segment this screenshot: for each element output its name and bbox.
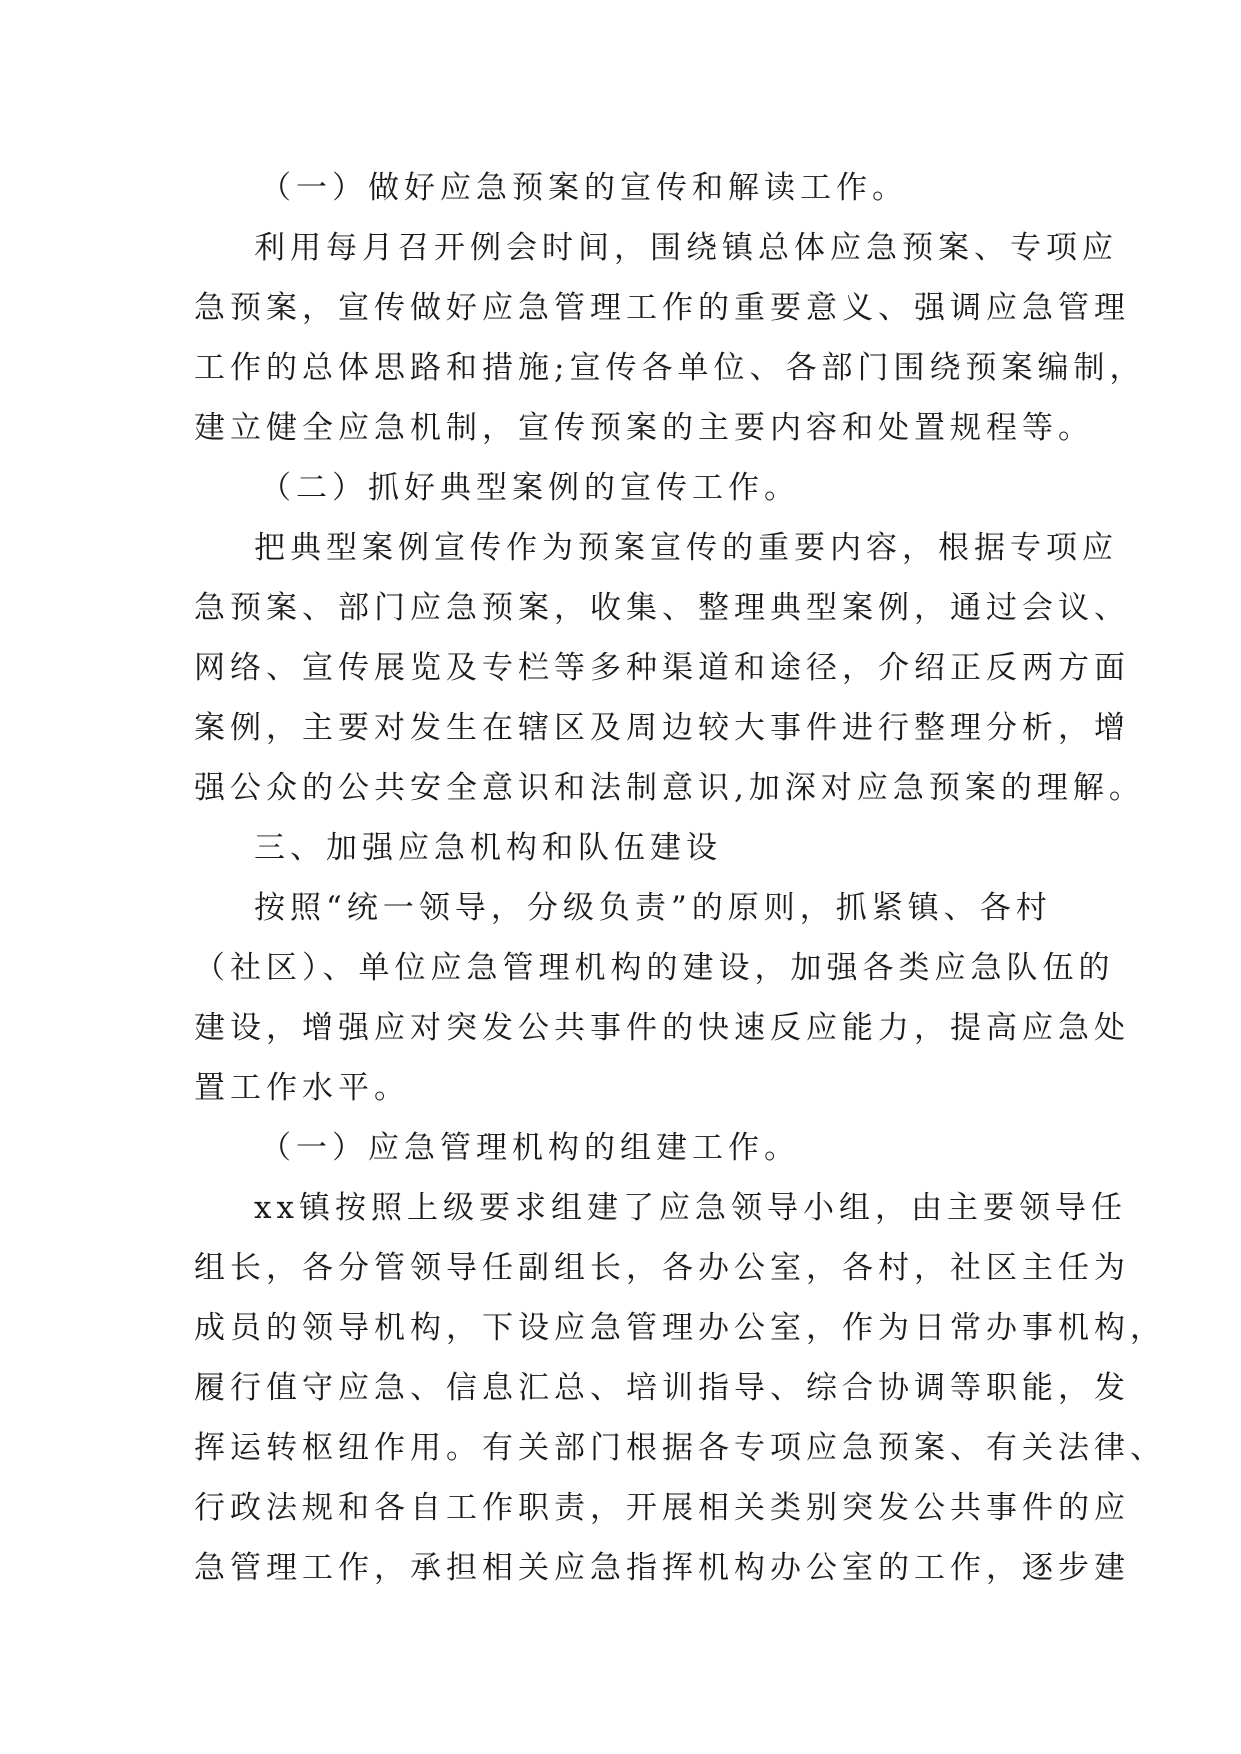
paragraph-line: 工作的总体思路和措施;宣传各单位、各部门围绕预案编制，: [194, 350, 1146, 386]
paragraph-line: 急预案、部门应急预案，收集、整理典型案例，通过会议、: [194, 590, 1130, 626]
paragraph-line: 行政法规和各自工作职责，开展相关类别突发公共事件的应: [194, 1490, 1130, 1526]
section-heading-4: （一）应急管理机构的组建工作。: [260, 1130, 800, 1166]
paragraph-line: 履行值守应急、信息汇总、培训指导、综合协调等职能，发: [194, 1370, 1130, 1406]
paragraph-line: xx镇按照上级要求组建了应急领导小组，由主要领导任: [254, 1190, 1127, 1226]
paragraph-line: 急管理工作，承担相关应急指挥机构办公室的工作，逐步建: [194, 1550, 1130, 1586]
paragraph-line: 成员的领导机构，下设应急管理办公室，作为日常办事机构，: [194, 1310, 1166, 1346]
paragraph-line: 案例，主要对发生在辖区及周边较大事件进行整理分析，增: [194, 710, 1130, 746]
document-body: [194, 158, 1166, 1598]
paragraph-line: 置工作水平。: [194, 1070, 410, 1106]
paragraph-line: 挥运转枢纽作用。有关部门根据各专项应急预案、有关法律、: [194, 1430, 1166, 1466]
section-heading-1: （一）做好应急预案的宣传和解读工作。: [260, 170, 908, 206]
paragraph-line: 按照“统一领导，分级负责”的原则，抓紧镇、各村: [254, 890, 1052, 926]
paragraph-line: 网络、宣传展览及专栏等多种渠道和途径，介绍正反两方面: [194, 650, 1130, 686]
paragraph-line: 建设，增强应对突发公共事件的快速反应能力，提高应急处: [194, 1010, 1130, 1046]
paragraph-line: 利用每月召开例会时间，围绕镇总体应急预案、专项应: [254, 230, 1118, 266]
paragraph-line: （社区）、单位应急管理机构的建设，加强各类应急队伍的: [194, 950, 1115, 986]
section-heading-2: （二）抓好典型案例的宣传工作。: [260, 470, 800, 506]
paragraph-line: 急预案，宣传做好应急管理工作的重要意义、强调应急管理: [194, 290, 1130, 326]
section-heading-3: 三、加强应急机构和队伍建设: [254, 830, 722, 866]
paragraph-line: 强公众的公共安全意识和法制意识,加深对应急预案的理解。: [194, 770, 1145, 806]
paragraph-line: 把典型案例宣传作为预案宣传的重要内容，根据专项应: [254, 530, 1118, 566]
paragraph-line: 组长，各分管领导任副组长，各办公室，各村，社区主任为: [194, 1250, 1130, 1286]
paragraph-line: 建立健全应急机制，宣传预案的主要内容和处置规程等。: [194, 410, 1094, 446]
